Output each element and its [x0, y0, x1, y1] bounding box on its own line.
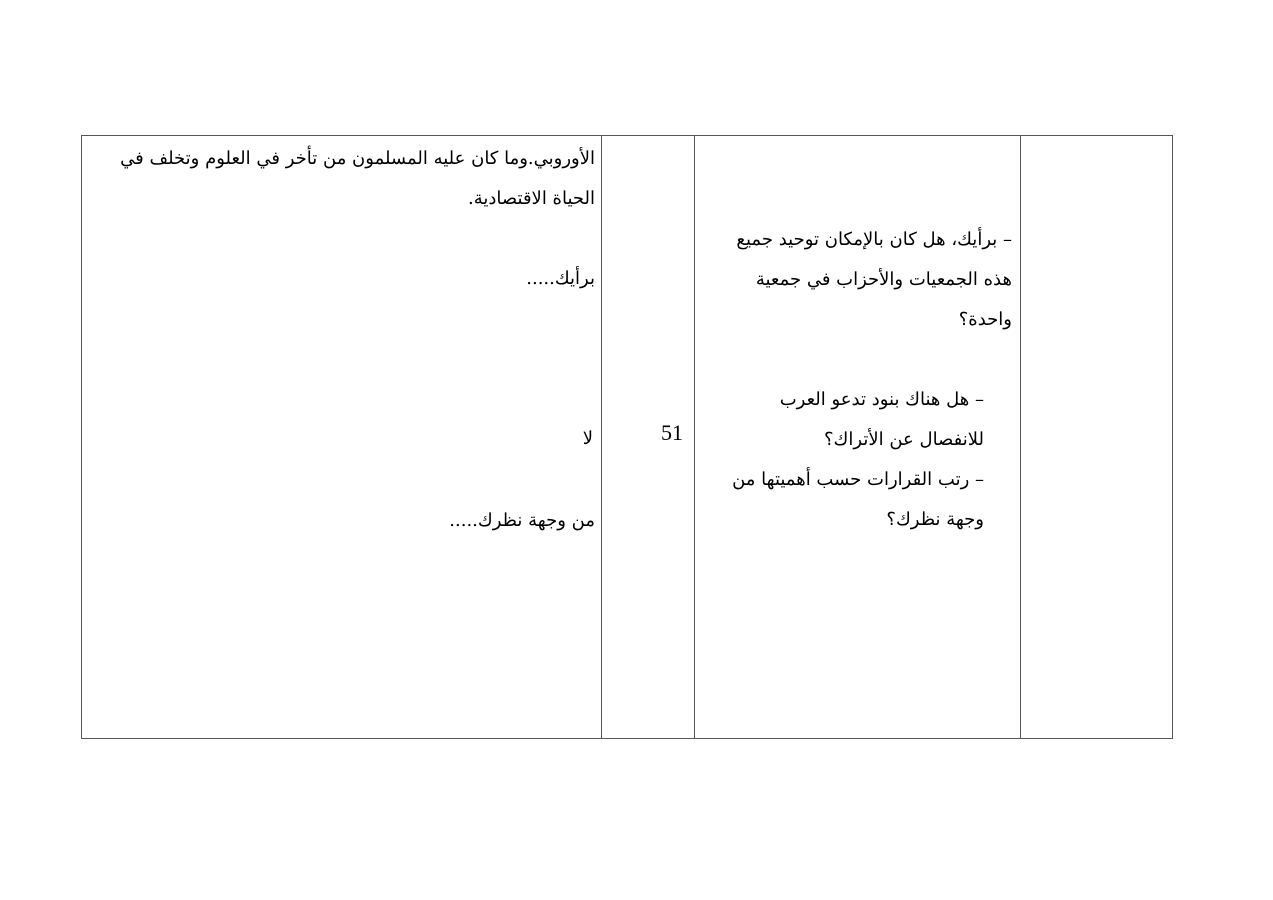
question-line: – برأيك، هل كان بالإمكان توحيد جميع: [736, 229, 1012, 250]
answer-line: من وجهة نظرك.....: [449, 510, 595, 531]
answer-line: لا: [582, 428, 593, 449]
empty-column: [1020, 136, 1172, 738]
answer-line: الأوروبي.وما كان عليه المسلمون من تأخر في العلوم وتخلف في: [120, 148, 595, 169]
question-line: للانفصال عن الأتراك؟: [824, 429, 984, 450]
document-table: [81, 135, 1173, 739]
row-number: 51: [661, 420, 683, 445]
question-line: – هل هناك بنود تدعو العرب: [779, 389, 984, 410]
question-line: وجهة نظرك؟: [886, 509, 984, 530]
question-line: واحدة؟: [958, 309, 1012, 330]
question-line: – رتب القرارات حسب أهميتها من: [732, 469, 984, 490]
answers-column: [82, 136, 601, 738]
answer-line: برأيك.....: [526, 268, 595, 289]
answer-line: الحياة الاقتصادية.: [468, 188, 595, 209]
question-line: هذه الجمعيات والأحزاب في جمعية: [755, 269, 1012, 290]
number-column: [601, 136, 694, 738]
questions-column: [694, 136, 1020, 738]
